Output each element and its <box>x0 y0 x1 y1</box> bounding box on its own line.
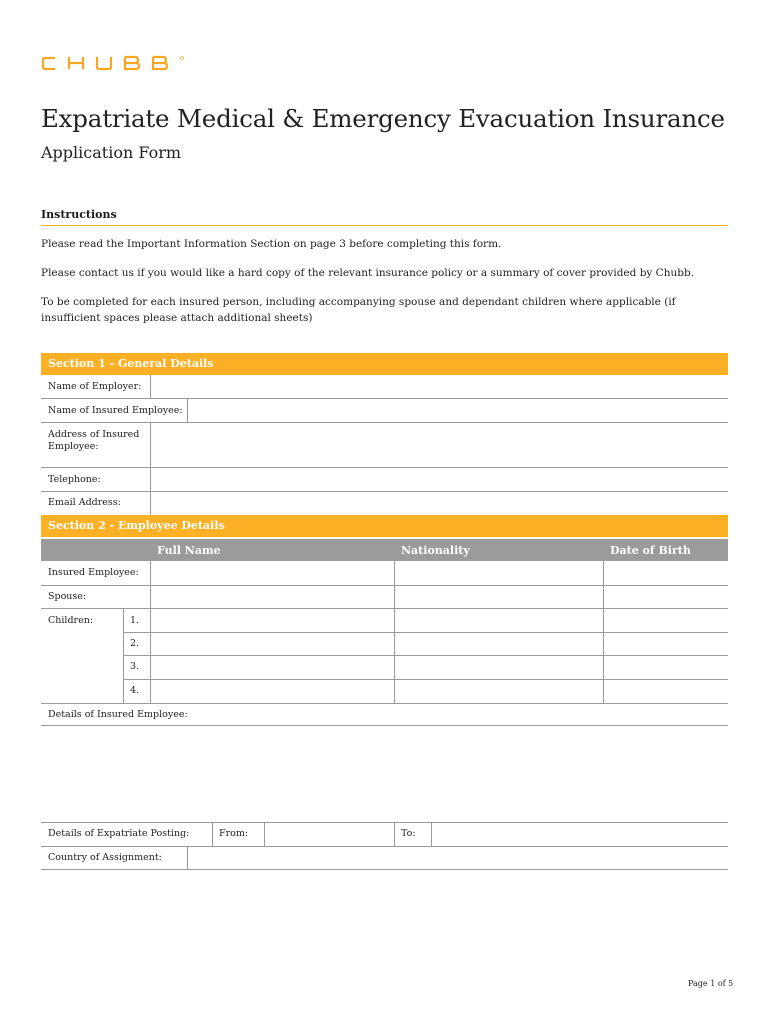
child-full-name-field[interactable] <box>151 656 394 679</box>
spouse-nationality-field[interactable] <box>395 586 603 609</box>
page-title: Expatriate Medical & Emergency Evacuation Insurance <box>41 104 725 133</box>
divider <box>150 561 151 703</box>
child-nationality-field[interactable] <box>395 633 603 656</box>
email-label: Email Address: <box>48 497 121 508</box>
insured-employee-nationality-field[interactable] <box>395 562 603 585</box>
divider <box>123 632 728 633</box>
divider <box>150 467 151 491</box>
insured-employee-dob-field[interactable] <box>604 562 728 585</box>
divider <box>150 422 151 467</box>
child-dob-field[interactable] <box>604 633 728 656</box>
divider <box>187 398 188 422</box>
child-nationality-field[interactable] <box>395 680 603 703</box>
to-label: To: <box>401 828 416 839</box>
divider <box>394 822 395 846</box>
nationality-column-label: Nationality <box>401 544 470 557</box>
divider <box>41 608 728 609</box>
instructions-heading: Instructions <box>41 208 117 221</box>
country-of-assignment-field[interactable] <box>188 847 728 869</box>
child-number: 1. <box>130 615 140 626</box>
child-number: 2. <box>130 638 140 649</box>
divider <box>41 703 728 704</box>
child-number: 4. <box>130 685 140 696</box>
employee-details-field[interactable] <box>41 726 728 821</box>
divider <box>150 491 151 515</box>
insured-employee-name-label: Name of Insured Employee: <box>48 405 183 416</box>
country-of-assignment-label: Country of Assignment: <box>48 852 162 863</box>
child-dob-field[interactable] <box>604 656 728 679</box>
child-nationality-field[interactable] <box>395 609 603 632</box>
instruction-paragraph-2: Please contact us if you would like a hard copy of the relevant insurance policy or a summary of cover provided by Chubb. <box>41 267 695 279</box>
address-label: Address of Insured Employee: <box>48 429 140 452</box>
divider <box>212 822 213 846</box>
expatriate-posting-label: Details of Expatriate Posting: <box>48 828 190 839</box>
address-field[interactable] <box>151 423 728 467</box>
instructions-divider <box>41 225 728 226</box>
divider <box>123 655 728 656</box>
employer-field[interactable] <box>151 376 728 398</box>
page-number: Page 1 of 5 <box>688 979 734 988</box>
divider <box>123 679 728 680</box>
instruction-paragraph-3: To be completed for each insured person, including accompanying spouse and dependant children where applicable (if insufficient spaces please attach additional sheets) <box>41 296 676 324</box>
child-full-name-field[interactable] <box>151 633 394 656</box>
child-dob-field[interactable] <box>604 609 728 632</box>
insured-employee-name-field[interactable] <box>188 399 728 421</box>
spouse-full-name-field[interactable] <box>151 586 394 609</box>
divider <box>394 561 395 703</box>
child-dob-field[interactable] <box>604 680 728 703</box>
full-name-column-label: Full Name <box>157 544 221 557</box>
instruction-paragraph-1: Please read the Important Information Section on page 3 before completing this form. <box>41 238 502 250</box>
child-nationality-field[interactable] <box>395 656 603 679</box>
spouse-label: Spouse: <box>48 591 87 602</box>
posting-from-field[interactable] <box>265 823 393 845</box>
telephone-label: Telephone: <box>48 474 101 485</box>
employee-details-label: Details of Insured Employee: <box>48 709 188 720</box>
divider <box>603 561 604 703</box>
child-number: 3. <box>130 661 140 672</box>
from-label: From: <box>219 828 249 839</box>
divider <box>123 608 124 703</box>
telephone-field[interactable] <box>151 468 728 490</box>
child-full-name-field[interactable] <box>151 609 394 632</box>
spouse-dob-field[interactable] <box>604 586 728 609</box>
child-full-name-field[interactable] <box>151 680 394 703</box>
divider <box>150 375 151 398</box>
divider <box>41 869 728 870</box>
insured-employee-full-name-field[interactable] <box>151 562 394 585</box>
employer-label: Name of Employer: <box>48 381 142 392</box>
divider <box>41 585 728 586</box>
section-2-header: Section 2 - Employee Details <box>41 515 728 537</box>
email-field[interactable] <box>151 492 728 514</box>
insured-employee-label: Insured Employee: <box>48 567 139 578</box>
section-1-header: Section 1 - General Details <box>41 353 728 375</box>
date-of-birth-column-label: Date of Birth <box>610 544 691 557</box>
page-subtitle: Application Form <box>41 143 182 162</box>
chubb-logo <box>41 55 186 73</box>
posting-to-field[interactable] <box>432 823 728 845</box>
children-label: Children: <box>48 615 94 626</box>
